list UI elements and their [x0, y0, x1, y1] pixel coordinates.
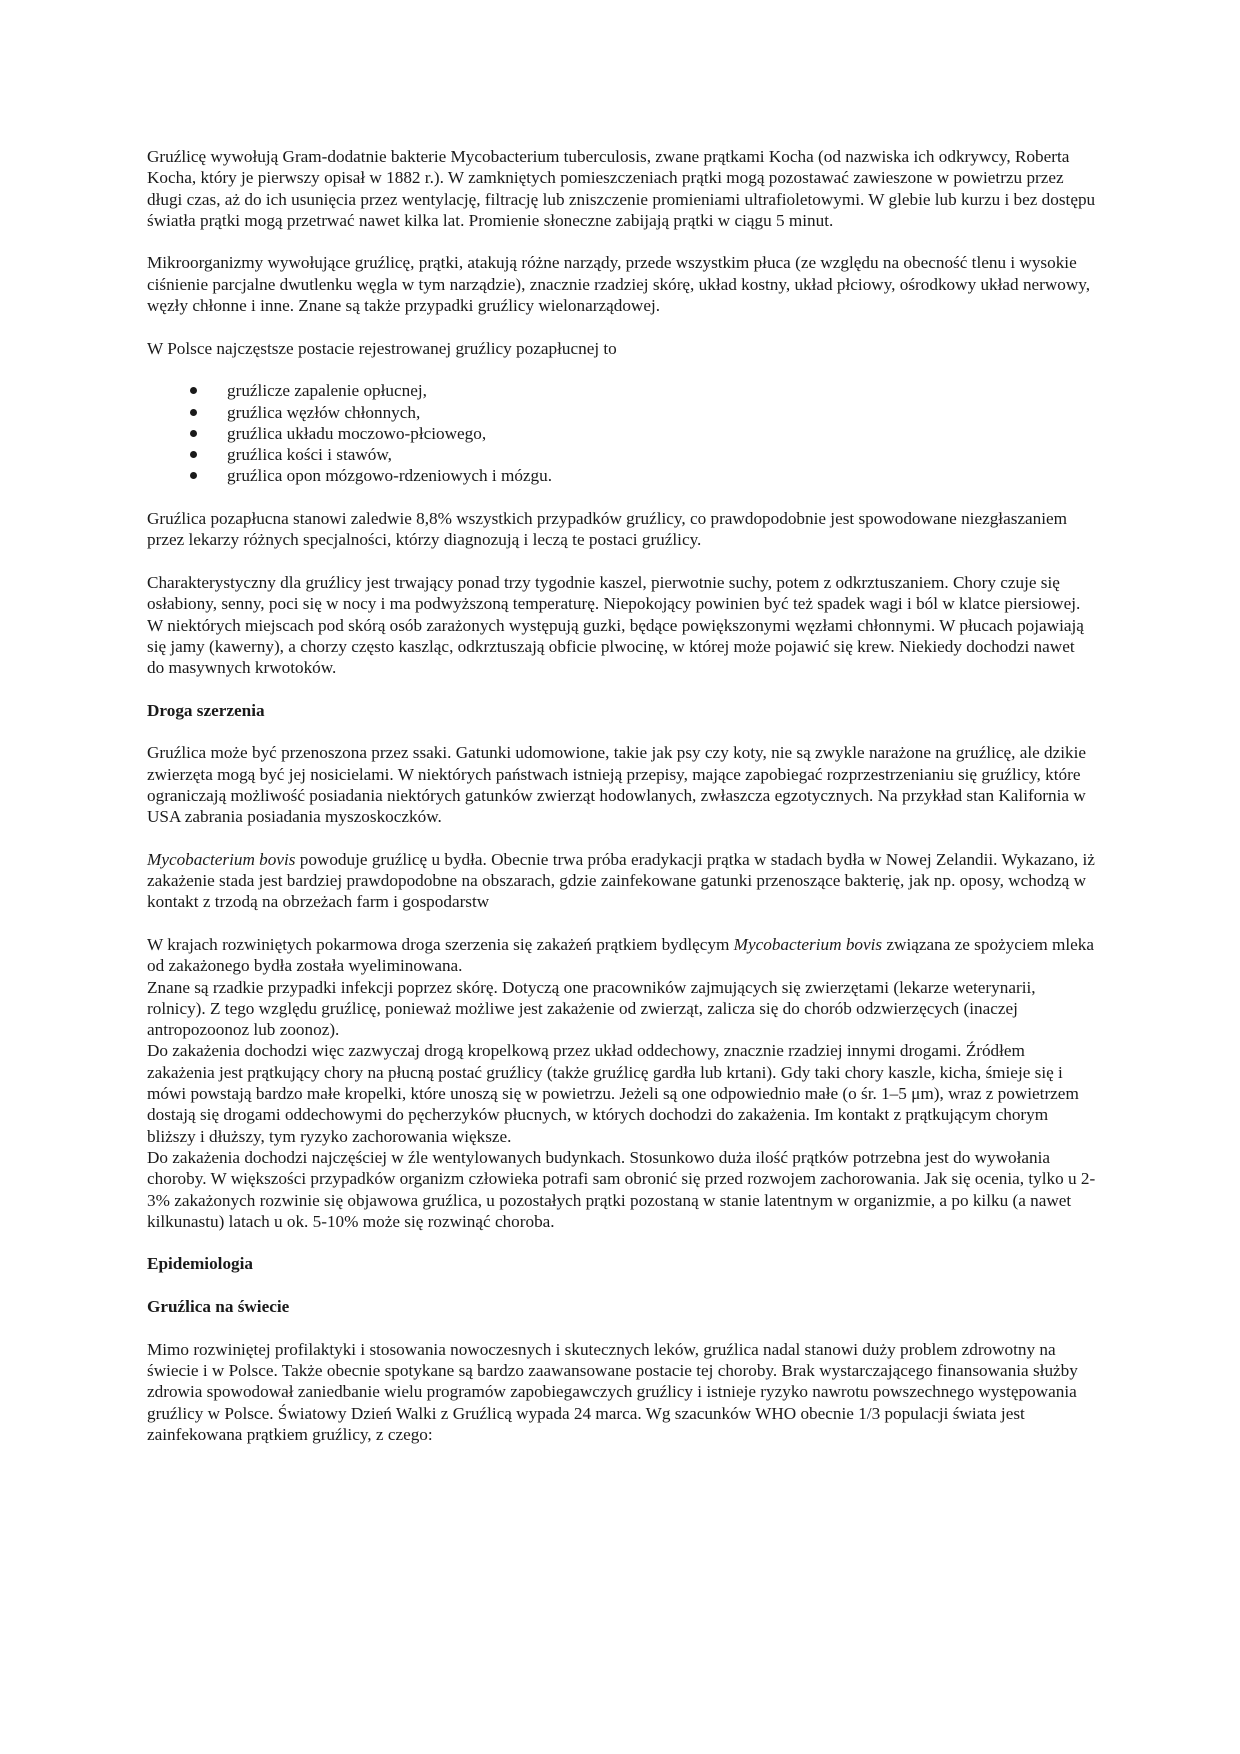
list-item: gruźlica kości i stawów,	[190, 444, 1096, 465]
paragraph-text: powoduje gruźlicę u bydła. Obecnie trwa próba eradykacji prątka w stadach bydła w Nowej Zelandii. Wykazano, iż zakażenie stada jest bardziej prawdopodobne na obszarach, gdzie zainfekowane gatunki przenoszące bakterię, jak np. oposy, wchodzą w kontakt z trzodą na obrzeżach farm i gospodarstw	[147, 849, 1095, 912]
paragraph-extrapulmonary-share: Gruźlica pozapłucna stanowi zaledwie 8,8% wszystkich przypadków gruźlicy, co prawdopodobnie jest spowodowane niezgłaszaniem przez lekarzy różnych specjalności, którzy diagnozują i leczą te postaci gruźlicy.	[147, 509, 1068, 550]
heading-droga-szerzenia: Droga szerzenia	[147, 700, 265, 720]
list-item: gruźlica opon mózgowo-rdzeniowych i mózgu.	[190, 465, 1096, 486]
paragraph-bovis	[147, 849, 1096, 913]
paragraph-mammals: Gruźlica może być przenoszona przez ssaki. Gatunki udomowione, takie jak psy czy koty, nie są zwykle narażone na gruźlicę, ale dzikie zwierzęta mogą być jej nosicielami. W niektórych państwach istnieją przepisy, mające zapobiegać rozprzestrzenianiu się gruźlicy, które ograniczają możliwość posiadania niektórych gatunków zwierząt hodowlanych, zwłaszcza egzotycznych. Na przykład stan Kalifornia w USA zabrania posiadania myszoskoczków.	[147, 743, 1087, 827]
paragraph-symptoms: Charakterystyczny dla gruźlicy jest trwający ponad trzy tygodnie kaszel, pierwotnie suchy, potem z odkrztuszaniem. Chory czuje się osłabiony, senny, poci się w nocy i ma podwyższoną temperaturę. Niepokojący powinien być też spadek wagi i ból w klatce piersiowej. W niektórych miejscach pod skórą osób zarażonych występują guzki, będące powiększonymi węzłami chłonnymi. W płucach pojawiają się jamy (kawerny), a chorzy często kaszląc, odkrztuszają obficie plwocinę, w której może pojawić się krew. Niekiedy dochodzi nawet do masywnych krwotoków.	[147, 572, 1084, 678]
paragraph-droplet-route: Do zakażenia dochodzi więc zazwyczaj drogą kropelkową przez układ oddechowy, znacznie rzadziej innymi drogami. Źródłem zakażenia jest prątkujący chory na płucną postać gruźlicy (także gruźlicę gardła lub krtani). Gdy taki chory kaszle, kicha, śmieje się i mówi powstają bardzo małe kropelki, które unoszą się w powietrzu. Jeżeli są one odpowiednio małe (o śr. 1–5 μm), wraz z powietrzem dostają się drogami oddechowymi do pęcherzyków płucnych, w których dochodzi do zakażenia. Im kontakt z prątkującym chorym bliższy i dłuższy, tym ryzyko zachorowania większe.	[147, 1041, 1079, 1146]
paragraph-ventilation: Do zakażenia dochodzi najczęściej w źle wentylowanych budynkach. Stosunkowo duża ilość prątków potrzebna jest do wywołania choroby. W większości przypadków organizm człowieka potrafi sam obronić się przed rozwojem zachorowania. Jak się ocenia, tylko u 2-3% zakażonych rozwinie się objawowa gruźlica, u pozostałych prątki pozostaną w stanie latentnym w organizmie, a po kilku (a nawet kilkunastu) latach u ok. 5-10% może się rozwinąć choroba.	[147, 1147, 1096, 1231]
paragraph-food-route	[147, 934, 1096, 977]
list-item: gruźlica węzłów chłonnych,	[190, 402, 1096, 423]
paragraph-organs: Mikroorganizmy wywołujące gruźlicę, prątki, atakują różne narządy, przede wszystkim płuca (ze względu na obecność tlenu i wysokie ciśnienie parcjalne dwutlenku węgla w tym narządzie), znacznie rzadziej skórę, układ kostny, układ płciowy, ośrodkowy układ nerwowy, węzły chłonne i inne. Znane są także przypadki gruźlicy wielonarządowej.	[147, 253, 1091, 316]
list-item: gruźlicze zapalenie opłucnej,	[190, 380, 1096, 401]
paragraph-text: W krajach rozwiniętych pokarmowa droga szerzenia się zakażeń prątkiem bydlęcym	[147, 934, 734, 954]
list-item: gruźlica układu moczowo-płciowego,	[190, 423, 1096, 444]
paragraph-cause: Gruźlicę wywołują Gram-dodatnie bakterie Mycobacterium tuberculosis, zwane prątkami Kocha (od nazwiska ich odkrywcy, Roberta Kocha, który je pierwszy opisał w 1882 r.). W zamkniętych pomieszczeniach prątki mogą pozostawać zawieszone w powietrzu przez długi czas, aż do ich usunięcia przez wentylację, filtrację lub zniszczenie promieniami ultrafioletowymi. W glebie lub kurzu i bez dostępu światła prątki mogą przetrwać nawet kilka lat. Promienie słoneczne zabijają prątki w ciągu 5 minut.	[147, 147, 1096, 230]
species-name: Mycobacterium bovis	[147, 849, 296, 869]
extrapulmonary-forms-list	[147, 380, 1096, 486]
species-name: Mycobacterium bovis	[733, 934, 883, 954]
paragraph-skin-infection: Znane są rzadkie przypadki infekcji poprzez skórę. Dotyczą one pracowników zajmujących się zwierzętami (lekarze weterynarii, rolnicy). Z tego względu gruźlicę, ponieważ możliwe jest zakażenie od zwierząt, zalicza się do chorób odzwierzęcych (inaczej antropozoonoz lub zoonoz).	[147, 977, 1036, 1040]
transmission-block	[147, 934, 1096, 1232]
heading-epidemiologia: Epidemiologia	[147, 1254, 254, 1274]
heading-gruzlica-na-swiecie: Gruźlica na świecie	[147, 1297, 290, 1317]
paragraph-list-intro: W Polsce najczęstsze postacie rejestrowanej gruźlicy pozapłucnej to	[147, 338, 617, 358]
paragraph-world: Mimo rozwiniętej profilaktyki i stosowania nowoczesnych i skutecznych leków, gruźlica nadal stanowi duży problem zdrowotny na świecie i w Polsce. Także obecnie spotykane są bardzo zaawansowane postacie tej choroby. Brak wystarczającego finansowania służby zdrowia spowodował zaniedbanie wielu programów zapobiegawczych gruźlicy i istnieje ryzyko nawrotu powszechnego występowania gruźlicy w Polsce. Światowy Dzień Walki z Gruźlicą wypada 24 marca. Wg szacunków WHO obecnie 1/3 populacji świata jest zainfekowana prątkiem gruźlicy, z czego:	[147, 1339, 1078, 1444]
paragraph-text: związana ze spożyciem mleka od zakażonego bydła została wyeliminowana.	[147, 934, 1094, 976]
